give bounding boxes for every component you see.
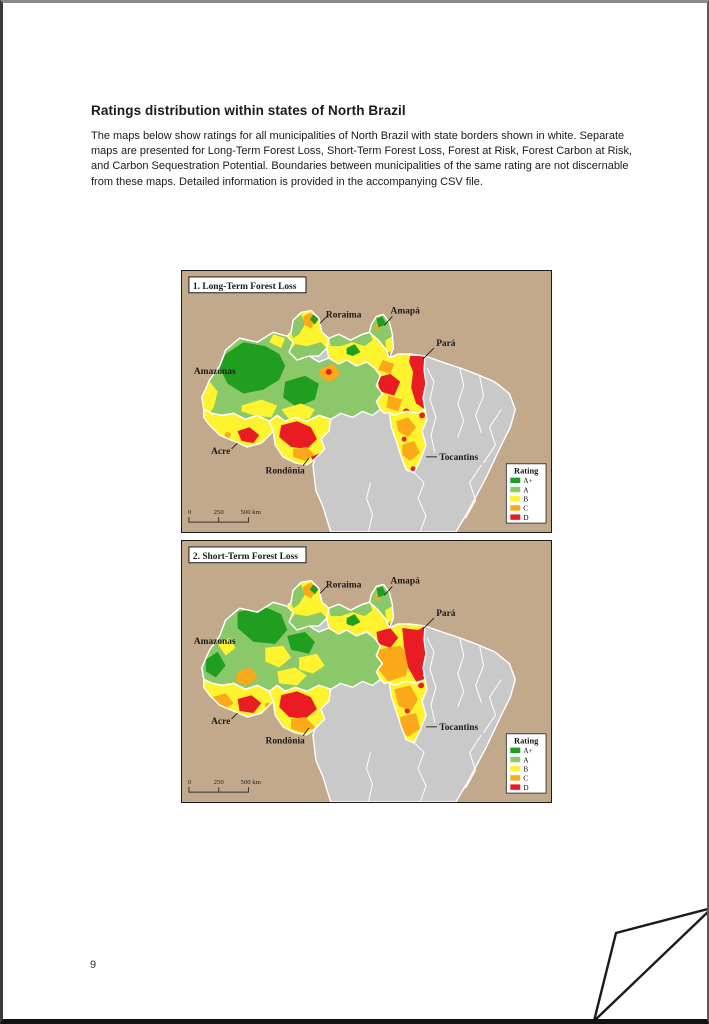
legend-label-D: D [523, 512, 529, 522]
legend-label-A: A [523, 755, 529, 765]
legend-label-B: B [523, 494, 529, 504]
legend-label-D: D [523, 782, 529, 792]
state-label-tocantins: Tocantins [439, 452, 479, 463]
state-label-para: Pará [436, 339, 456, 350]
page-curl-fold[interactable] [594, 908, 709, 1021]
scale-label: 0 [187, 779, 192, 787]
state-label-acre: Acre [211, 446, 231, 457]
legend-swatch-C [510, 505, 520, 510]
state-label-roraima: Roraima [325, 580, 362, 591]
state-label-tocantins: Tocantins [439, 722, 479, 733]
rating-patch [326, 369, 332, 375]
scale-label: 500 km [240, 779, 261, 787]
map-title: 2. Short-Term Forest Loss [192, 551, 298, 562]
rating-patch [419, 412, 425, 418]
page-curl[interactable] [583, 898, 709, 1024]
figure-short-term-forest-loss [181, 540, 552, 803]
body-paragraph: The maps below show ratings for all municipalities of North Brazil with state borders shown in white. Separate maps are presented for Long-Term Forest Loss, Short-Term Forest Loss, Forest at Risk, Forest Carbon at Risk, and Carbon Sequestration Potential. Boundaries between municipalities of the same rating are not discernable from these maps. Detailed information is provided in the accompanying CSV file. [91, 130, 633, 188]
legend-label-C: C [523, 773, 529, 783]
scale-label: 250 [213, 779, 224, 787]
state-label-acre: Acre [211, 716, 231, 727]
page-title: Ratings distribution within states of North Brazil [91, 103, 406, 118]
scale-label: 500 km [240, 509, 261, 517]
state-label-amapa: Amapá [390, 306, 420, 317]
legend-label-A+: A+ [523, 746, 533, 756]
legend-swatch-A [510, 487, 520, 492]
scale-label: 0 [187, 509, 192, 517]
state-label-amazonas: Amazonas [193, 366, 236, 377]
state-label-roraima: Roraima [325, 310, 362, 321]
legend-swatch-A+ [510, 478, 520, 483]
legend-swatch-A+ [510, 748, 520, 753]
legend-label-C: C [523, 503, 529, 513]
rating-patch [405, 709, 410, 714]
legend-swatch-A [510, 757, 520, 762]
legend-label-A+: A+ [523, 476, 533, 486]
state-label-rondonia: Rondônia [265, 466, 305, 477]
legend-title: Rating [514, 466, 539, 476]
legend-swatch-D [510, 784, 520, 789]
legend-swatch-D [510, 514, 520, 519]
scale-label: 250 [213, 509, 224, 517]
page-number: 9 [90, 959, 97, 971]
figure-long-term-forest-loss [181, 270, 552, 533]
rating-patch [402, 437, 407, 442]
legend-swatch-C [510, 775, 520, 780]
legend-label-A: A [523, 485, 529, 495]
state-label-rondonia: Rondônia [265, 736, 305, 747]
state-label-para: Pará [436, 609, 456, 620]
legend-title: Rating [514, 736, 539, 746]
legend-label-B: B [523, 764, 529, 774]
legend-swatch-B [510, 766, 520, 771]
legend-swatch-B [510, 496, 520, 501]
map-short-term-forest-loss [182, 541, 551, 802]
state-label-amazonas: Amazonas [193, 636, 236, 647]
map-long-term-forest-loss [182, 271, 551, 532]
state-label-amapa: Amapá [390, 576, 420, 587]
map-title: 1. Long-Term Forest Loss [192, 281, 297, 292]
